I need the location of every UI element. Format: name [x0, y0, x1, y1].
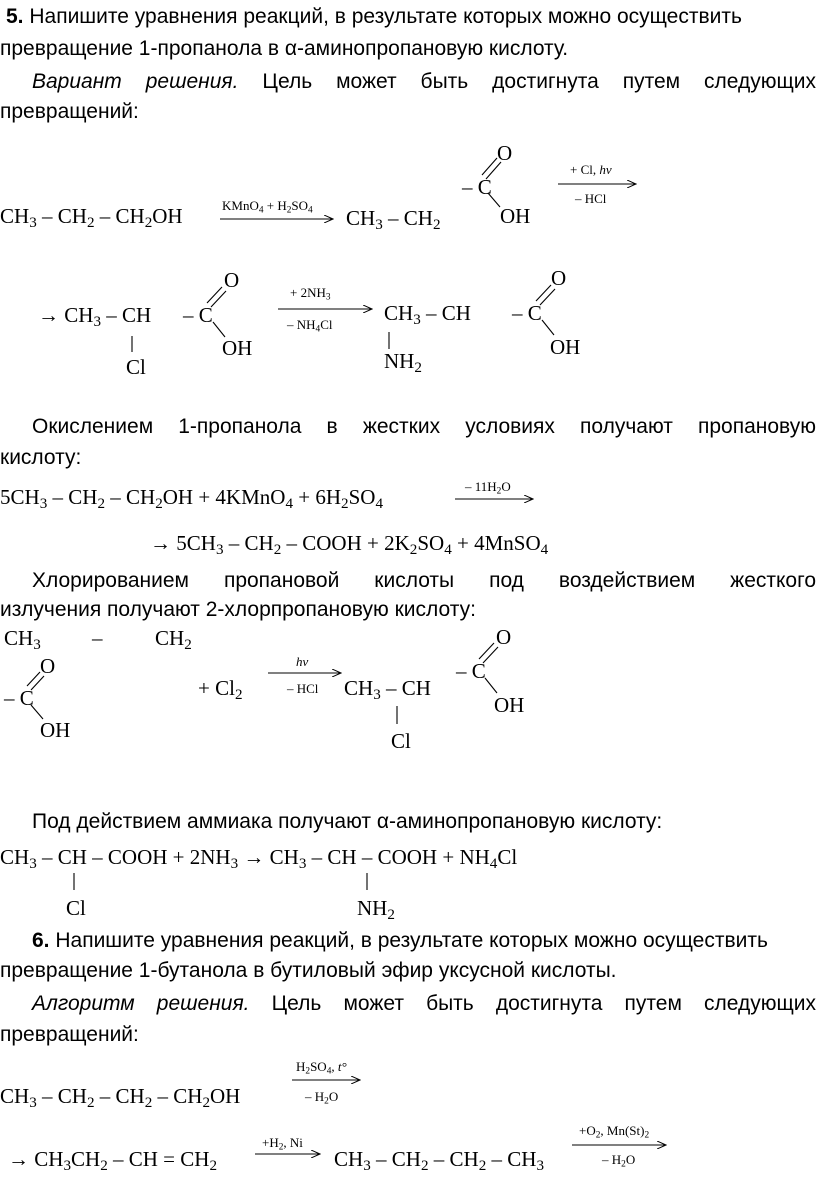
task6-question-1: Напишите уравнения реакций, в результате которых можно осуществить: [49, 929, 768, 952]
scheme3-reagent-h2-ni: $+H_2$, Ni: [262, 1135, 303, 1153]
bond-eq2p-c-oh: [485, 678, 497, 693]
para1-line1: Окислением 1-пропанола в жестких условиях получают пропановую: [32, 415, 816, 438]
scheme1-reagent-kmno4: KMnO$_4$ + $H_2SO_4$: [222, 198, 313, 216]
eq2-plus-cl2: + $Cl_2$: [198, 676, 243, 703]
bond-eq2p-co-a: [479, 643, 494, 659]
scheme3-reagent-water2: – $H_2O$: [602, 1152, 636, 1170]
eq1-right: → $5CH_3 - CH_2$ – COOH + $2K_2SO_4$ + 4MnSO$_4$: [150, 531, 549, 558]
task5-question-1: Напишите уравнения реакций, в результате которых можно осуществить: [23, 5, 742, 28]
scheme2-acid-O: O: [224, 268, 240, 292]
scheme3-butane: $CH_3 - CH_2 - CH_2 - CH_3$: [334, 1147, 544, 1174]
bond-co-double-a: [482, 158, 497, 175]
algo-label: Алгоритм решения.: [32, 992, 250, 1015]
bond-s2p-co-b: [540, 289, 555, 305]
scheme2-reagent-nh3: + $2NH_3$: [290, 285, 331, 303]
bond-eq2-co-a: [27, 672, 40, 686]
scheme1-reagent-cl-hv: + Cl, hν: [570, 162, 612, 177]
algo-text: Цель может быть достигнута путем следующих: [249, 992, 816, 1015]
eq2-acid-C: – C: [4, 686, 34, 710]
scheme3-reagent-water1: – $H_2O$: [305, 1089, 339, 1107]
eq2-reagent-hcl: – HCl: [287, 681, 319, 696]
scheme2-acid-OH: OH: [222, 336, 253, 360]
para2-line2: излучения получают 2-хлорпропановую кислоту:: [0, 598, 476, 621]
bond-s2-co-a: [207, 287, 222, 303]
scheme3-butanol: $CH_3 - CH_2 - CH_2 - CH_2OH$: [0, 1084, 241, 1111]
scheme2-product-acid-OH: OH: [550, 335, 581, 359]
eq2-acid-O: O: [40, 654, 56, 678]
task5-line2: превращение 1-пропанола в α-аминопропановую кислоту.: [0, 37, 569, 60]
task5-line1: [6, 1, 816, 32]
bond-s2-c-oh: [213, 322, 225, 337]
para1-line2: кислоту:: [0, 446, 82, 469]
variant-text: Цель может быть достигнута путем следующих: [238, 70, 816, 93]
scheme2-start-arrow-and-chain: → $CH_3$ – CH: [38, 303, 152, 330]
variant-label: Вариант решения.: [32, 70, 239, 93]
eq3-NH2: $NH_2$: [357, 896, 395, 923]
eq2-product-acid-C: – C: [456, 659, 486, 683]
scheme1-acid-O: O: [497, 141, 513, 165]
eq2-ch2: $CH_2$: [155, 626, 192, 653]
scheme3-reagent-o2: $+O_2$, $Mn(St)_2$: [579, 1123, 650, 1141]
eq2-product-acid-O: O: [496, 625, 512, 649]
para3-line1: Под действием аммиака получают α-аминопропановую кислоту:: [32, 810, 663, 833]
task5-variant-line2: превращений:: [0, 100, 139, 123]
scheme1-propanol: $CH_3 - CH_2 - CH_2OH$: [0, 204, 183, 231]
scheme1-reagent-hcl: – HCl: [575, 191, 607, 206]
scheme2-acid-C: – C: [183, 303, 213, 327]
eq1-left: $5CH_3 - CH_2 - CH_2OH$ + 4KMnO$_4$ + $6H_2SO_4$: [0, 485, 383, 512]
eq2-acid-OH: OH: [40, 718, 71, 742]
eq1-reagent-water: – $11H_2O$: [465, 479, 511, 497]
eq2-reagent-hv: hν: [296, 654, 309, 669]
bond-s2p-c-oh: [542, 320, 554, 335]
scheme3-butene: → $CH_3CH_2$ – CH = $CH_2$: [8, 1147, 218, 1174]
task6-number: 6.: [32, 929, 50, 952]
scheme2-Cl: Cl: [126, 355, 146, 379]
scheme1-product-chain: $CH_3 - CH_2$: [346, 206, 441, 233]
eq3-Cl: Cl: [66, 896, 86, 920]
bond-s2p-co-a: [536, 285, 551, 301]
scheme2-product-acid-C: – C: [512, 301, 542, 325]
task6-line1: [32, 925, 816, 956]
scheme3-reagent-h2so4: $H_2SO_4$, t°: [296, 1059, 347, 1077]
task6-line2: превращение 1-бутанола в бутиловый эфир уксусной кислоты.: [0, 959, 617, 982]
task5-number: 5.: [6, 5, 24, 28]
eq3-line: $CH_3$ – CH – COOH + $2NH_3 \to CH_3$ – CH – COOH + $NH_4Cl$: [0, 845, 518, 872]
eq2-product-chain: $CH_3$ – CH: [344, 676, 431, 703]
scheme2-reagent-nh4cl: – $NH_4Cl$: [287, 317, 333, 335]
scheme2-NH2: $NH_2$: [384, 349, 422, 376]
para2-line1: Хлорированием пропановой кислоты под воздействием жесткого: [32, 569, 816, 592]
eq2-ch3: $CH_3$: [4, 626, 41, 653]
scheme1-acid-OH: OH: [500, 204, 531, 228]
eq2-dash: –: [92, 626, 103, 650]
task6-algo-line2: превращений:: [0, 1023, 139, 1046]
scheme2-product-chain: $CH_3$ – CH: [384, 301, 471, 328]
eq2-product-acid-OH: OH: [494, 693, 525, 717]
eq2-Cl: Cl: [391, 729, 411, 753]
bond-s2-co-b: [211, 291, 226, 307]
scheme1-acid-C: – C: [462, 175, 492, 199]
scheme2-product-acid-O: O: [551, 266, 567, 290]
